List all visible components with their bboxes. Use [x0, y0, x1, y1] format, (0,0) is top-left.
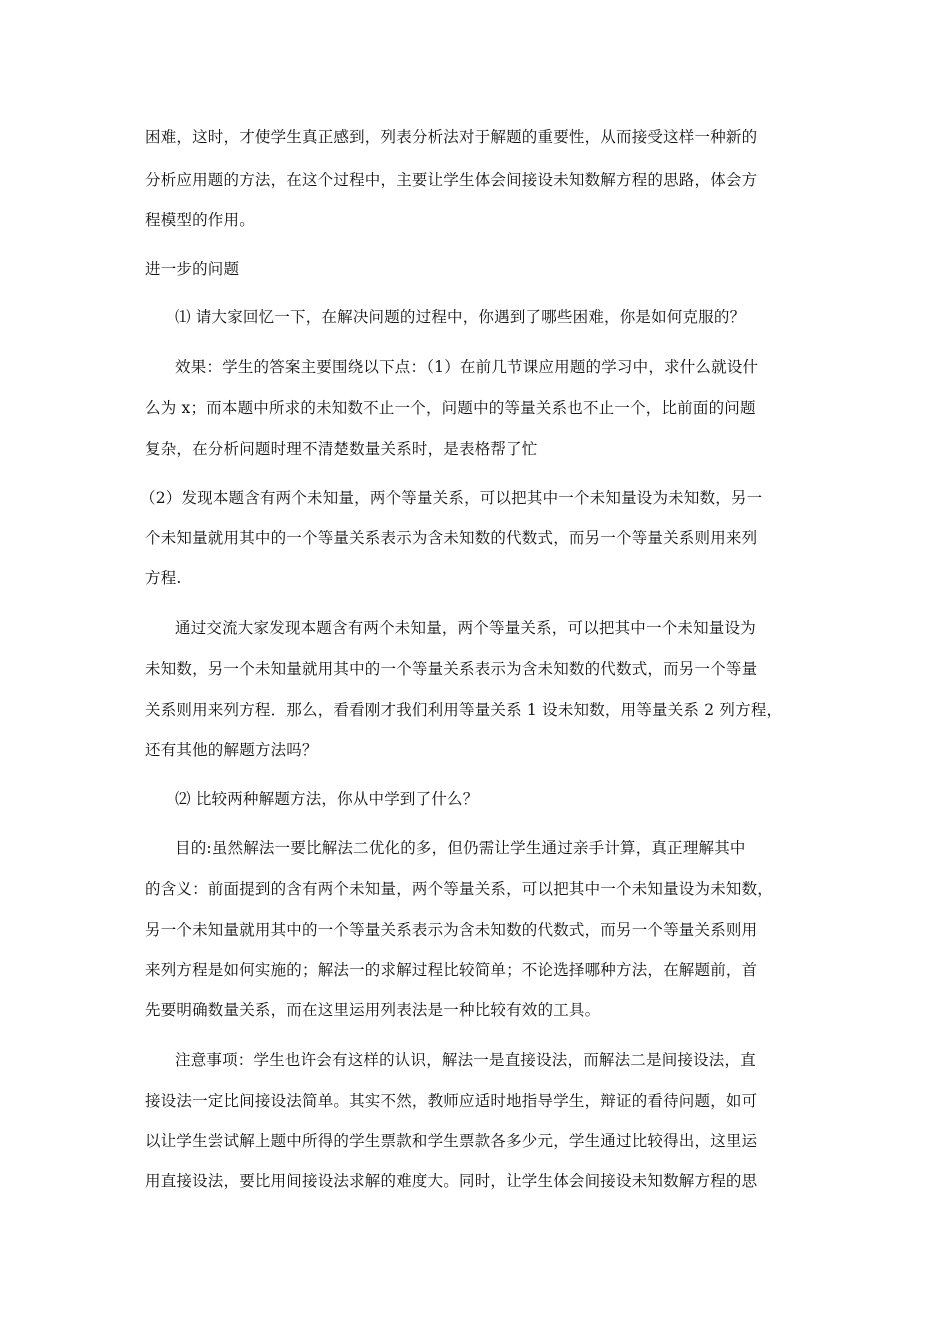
text-line-20: 来列方程是如何实施的；解法一的求解过程比较简单；不论选择哪种方法，在解题前，首: [145, 961, 758, 979]
text-line-17: 目的:虽然解法一要比解法二优化的多，但仍需让学生通过亲手计算，真正理解其中: [175, 839, 746, 857]
text-line-7: 么为 x；而本题中所求的未知数不止一个，问题中的等量关系也不止一个，比前面的问题: [145, 399, 756, 417]
question-2: ⑵ 比较两种解题方法，你从中学到了什么？: [175, 790, 479, 808]
text-line-14: 关系则用来列方程．那么，看看刚才我们利用等量关系 1 设未知数，用等量关系 2 列方程，: [145, 701, 783, 719]
text-line-18: 的含义：前面提到的含有两个未知量，两个等量关系，可以把其中一个未知量设为未知数，: [145, 880, 774, 898]
text-line-23: 接设法一定比间接设法简单。其实不然，教师应适时地指导学生，辩证的看待问题，如可: [145, 1092, 758, 1110]
text-line-3: 程模型的作用。: [145, 211, 255, 229]
text-line-12: 通过交流大家发现本题含有两个未知量，两个等量关系，可以把其中一个未知量设为: [175, 619, 756, 637]
text-line-9: （2）发现本题含有两个未知量，两个等量关系，可以把其中一个未知量设为未知数，另一: [140, 489, 763, 507]
question-1: ⑴ 请大家回忆一下，在解决问题的过程中，你遇到了哪些困难，你是如何克服的？: [175, 308, 746, 326]
text-line-13: 未知数，另一个未知量就用其中的一个等量关系表示为含未知数的代数式，而另一个等量: [145, 660, 758, 678]
text-line-8: 复杂，在分析问题时理不清楚数量关系时，是表格帮了忙: [145, 440, 538, 458]
text-line-19: 另一个未知量就用其中的一个等量关系表示为含未知数的代数式，而另一个等量关系则用: [145, 921, 758, 939]
text-line-15: 还有其他的解题方法吗？: [145, 741, 318, 759]
text-line-11: 方程.: [145, 569, 182, 587]
section-heading: 进一步的问题: [145, 260, 240, 278]
text-line-1: 困难，这时，才使学生真正感到，列表分析法对于解题的重要性，从而接受这样一种新的: [145, 128, 758, 146]
text-line-10: 个未知量就用其中的一个等量关系表示为含未知数的代数式，而另一个等量关系则用来列: [145, 529, 758, 547]
text-line-2: 分析应用题的方法，在这个过程中，主要让学生体会间接设未知数解方程的思路，体会方: [145, 171, 758, 189]
text-line-21: 先要明确数量关系，而在这里运用列表法是一种比较有效的工具。: [145, 1001, 601, 1019]
text-line-25: 用直接设法，要比用间接设法求解的难度大。同时，让学生体会间接设未知数解方程的思: [145, 1172, 758, 1190]
text-line-22: 注意事项：学生也许会有这样的认识，解法一是直接设法，而解法二是间接设法，直: [175, 1051, 756, 1069]
text-line-24: 以让学生尝试解上题中所得的学生票款和学生票款各多少元，学生通过比较得出，这里运: [145, 1132, 758, 1150]
text-line-6: 效果：学生的答案主要围绕以下点：（1）在前几节课应用题的学习中，求什么就设什: [175, 358, 759, 376]
